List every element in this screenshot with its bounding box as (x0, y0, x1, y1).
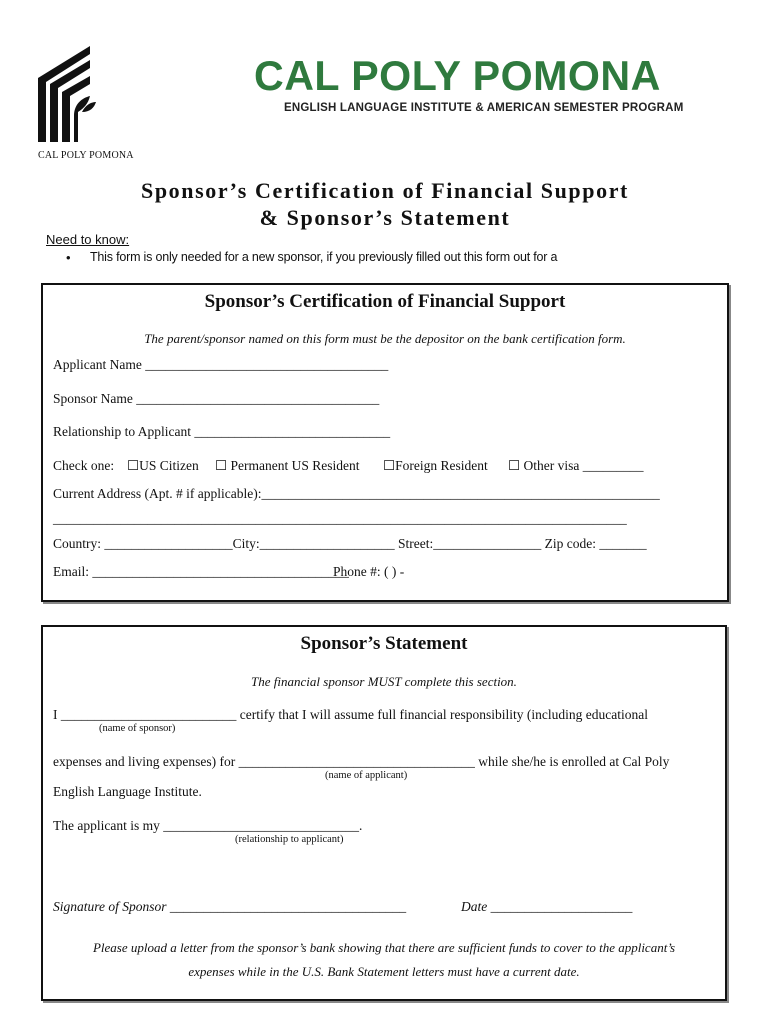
document-title-line2: & Sponsor’s Statement (259, 205, 511, 230)
check-one-label: Check one: (53, 458, 115, 473)
country-city-street-zip-field[interactable]: Country: ___________________City:____________________ Street:________________ Zip code: _______ (53, 536, 647, 551)
bank-letter-note-line2: expenses while in the U.S. Bank Statement letters must have a current date. (188, 964, 580, 979)
option-label: US Citizen (139, 458, 199, 473)
address-line2-field[interactable]: _____________________________________________________________________________________ (53, 511, 627, 526)
brand-subtitle: ENGLISH LANGUAGE INSTITUTE & AMERICAN SEMESTER PROGRAM (284, 102, 684, 114)
section-note: The parent/sponsor named on this form must be the depositor on the bank certification form. (144, 331, 626, 346)
option-label: Permanent US Resident (230, 458, 360, 473)
signature-field[interactable]: Signature of Sponsor ___________________________________ (53, 899, 407, 914)
bullet-icon: • (66, 250, 71, 265)
statement-section (41, 625, 727, 1001)
option-us-citizen[interactable] (127, 458, 199, 474)
need-to-know-label: Need to know: (46, 232, 130, 247)
logo-caption: CAL POLY POMONA (38, 150, 134, 161)
email-field[interactable]: Email: ______________________________________ (53, 564, 349, 579)
date-field[interactable]: Date _____________________ (461, 899, 633, 914)
bank-letter-note: Please upload a letter from the sponsor’s bank showing that there are sufficient funds to cover to the applicant’s (92, 940, 676, 955)
option-other-visa[interactable] (508, 458, 643, 474)
section-title: Sponsor’s Certification of Financial Support (204, 291, 566, 312)
option-label: Other visa _________ (523, 458, 644, 473)
applicant-name-field[interactable]: Applicant Name ____________________________________ (53, 357, 389, 372)
option-foreign-resident[interactable] (383, 458, 488, 474)
relationship-label: (relationship to applicant) (235, 834, 344, 845)
name-of-sponsor-label: (name of sponsor) (99, 723, 176, 734)
section-title: Sponsor’s Statement (300, 633, 468, 654)
name-of-applicant-label: (name of applicant) (325, 770, 408, 781)
option-label: Foreign Resident (395, 458, 488, 473)
checkbox-icon[interactable]: ☐ (215, 458, 228, 473)
checkbox-icon[interactable]: ☐ (508, 458, 521, 473)
option-permanent-resident[interactable] (215, 458, 359, 474)
checkbox-icon[interactable]: ☐ (127, 458, 140, 473)
sponsor-name-field[interactable]: Sponsor Name ____________________________________ (53, 391, 380, 406)
need-to-know-item: This form is only needed for a new sponsor, if you previously filled out this form out for a (90, 250, 558, 264)
phone-field[interactable]: Phone #: ( ) - (333, 564, 405, 579)
checkbox-icon[interactable]: ☐ (383, 458, 396, 473)
section-note: The financial sponsor MUST complete this section. (251, 674, 517, 689)
relationship-line[interactable]: The applicant is my _____________________________. (53, 818, 363, 833)
institute-line: English Language Institute. (53, 784, 202, 799)
brand-name: CAL POLY POMONA (254, 52, 661, 99)
certification-section (41, 283, 729, 602)
university-logo (38, 46, 98, 151)
sponsor-certify-line[interactable]: I __________________________ certify that I will assume full financial responsibility (including educational (53, 707, 649, 722)
expenses-line[interactable]: expenses and living expenses) for ___________________________________ while she/he is enrolled at Cal Poly (53, 754, 670, 769)
document-title: Sponsor’s Certification of Financial Support (140, 178, 629, 203)
relationship-field[interactable]: Relationship to Applicant _____________________________ (53, 424, 391, 439)
current-address-field[interactable]: Current Address (Apt. # if applicable):___________________________________________________________ (53, 486, 660, 501)
